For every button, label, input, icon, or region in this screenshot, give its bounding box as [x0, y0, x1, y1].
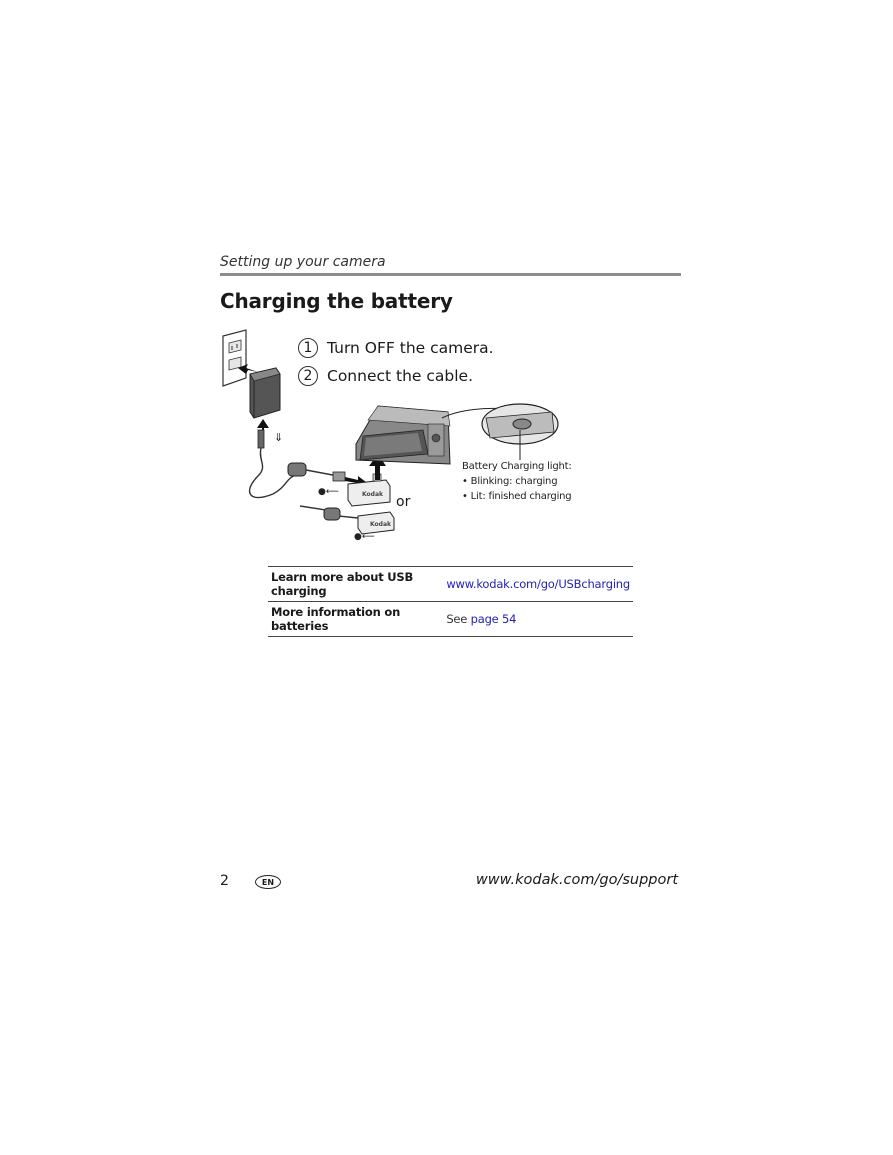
running-head: Setting up your camera — [220, 254, 386, 270]
table-value — [443, 602, 633, 637]
callout-item: • Blinking: charging — [462, 476, 558, 487]
step-2-text: Connect the cable. — [327, 367, 474, 385]
or-label: or — [396, 494, 411, 510]
info-table — [268, 566, 633, 637]
svg-text:●⟵: ●⟵ — [318, 487, 339, 497]
wall-outlet-icon — [223, 330, 246, 386]
step-number-2: 2 — [298, 366, 318, 386]
camera-icon — [356, 406, 450, 464]
svg-text:●⟵: ●⟵ — [354, 532, 375, 542]
callout-item: • Lit: finished charging — [462, 491, 572, 502]
step-1 — [298, 338, 494, 358]
step-number-1: 1 — [298, 338, 318, 358]
table-label: More information on batteries — [268, 602, 443, 637]
see-prefix: See — [446, 612, 471, 626]
header-rule — [220, 273, 681, 276]
svg-text:⇓: ⇓ — [274, 431, 284, 444]
usb-charging-link[interactable]: www.kodak.com/go/USBcharging — [446, 577, 630, 591]
step-2 — [298, 366, 473, 386]
support-url[interactable]: www.kodak.com/go/support — [475, 872, 678, 888]
table-value — [443, 567, 633, 602]
charging-light-callout — [462, 459, 572, 504]
callout-title: Battery Charging light: — [462, 461, 572, 472]
page-54-link[interactable]: page 54 — [470, 612, 517, 626]
power-adapter-icon — [250, 368, 280, 418]
step-1-text: Turn OFF the camera. — [327, 339, 494, 357]
charging-illustration — [218, 326, 568, 550]
page-title: Charging the battery — [220, 289, 453, 313]
table-row — [268, 567, 633, 602]
camera-dock-icon — [348, 474, 390, 506]
page-number: 2 — [220, 873, 229, 889]
table-row — [268, 602, 633, 637]
table-label: Learn more about USB charging — [268, 567, 443, 602]
svg-text:Kodak: Kodak — [362, 491, 383, 498]
svg-text:Kodak: Kodak — [370, 521, 391, 528]
language-badge: EN — [255, 875, 281, 889]
